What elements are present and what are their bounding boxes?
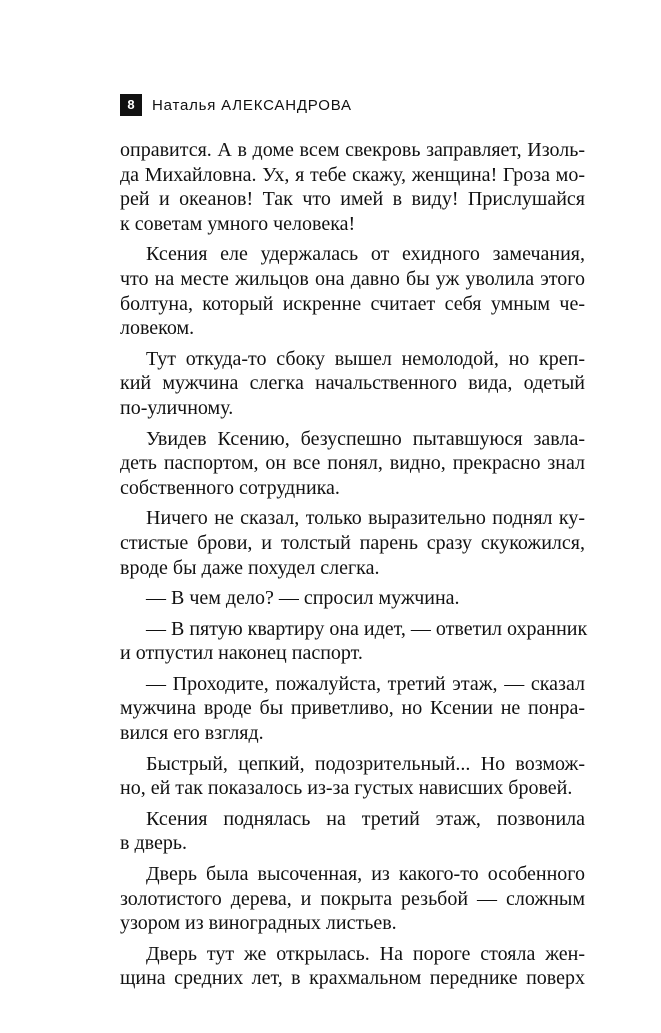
- text-line: собственного сотрудника.: [120, 476, 340, 499]
- paragraph: [120, 427, 585, 501]
- paragraph: [120, 672, 585, 746]
- text-line: узором из виноградных листьев.: [120, 912, 397, 935]
- text-line: кий мужчина слегка начальственного вида, одетый: [120, 372, 585, 395]
- paragraph: [120, 138, 585, 236]
- paragraph: [120, 586, 585, 611]
- text-line: но, ей так показалось из-за густых нависших бровей.: [120, 777, 573, 800]
- paragraph: [120, 242, 585, 340]
- text-line: рей и океанов! Так что имей в виду! Прислушайся: [120, 188, 585, 211]
- paragraph: [120, 862, 585, 936]
- text-line: щина средних лет, в крахмальном переднике поверх: [120, 967, 585, 990]
- text-line: мужчина вроде бы приветливо, но Ксении не понра-: [120, 697, 585, 720]
- page-header: [120, 94, 352, 116]
- text-line: Ксения поднялась на третий этаж, позвонила: [146, 807, 585, 830]
- running-head: Наталья АЛЕКСАНДРОВА: [152, 96, 352, 114]
- text-line: по-уличному.: [120, 396, 234, 419]
- text-line: в дверь.: [120, 832, 187, 855]
- paragraph: [120, 752, 585, 801]
- paragraph: [120, 506, 585, 580]
- text-line: Быстрый, цепкий, подозрительный... Но возмож-: [146, 752, 585, 775]
- text-line: Тут откуда-то сбоку вышел немолодой, но креп-: [146, 347, 585, 370]
- page-number: 8: [120, 94, 142, 116]
- text-line: стистые брови, и толстый парень сразу скукожился,: [120, 531, 585, 554]
- text-line: да Михайловна. Ух, я тебе скажу, женщина! Гроза мо-: [120, 163, 585, 186]
- text-line: к советам умного человека!: [120, 212, 356, 235]
- paragraph: [120, 807, 585, 856]
- text-line: оправится. А в доме всем свекровь заправляет, Изоль-: [120, 139, 585, 161]
- text-line: Ксения еле удержалась от ехидного замечания,: [146, 243, 585, 266]
- text-line: Ничего не сказал, только выразительно поднял ку-: [146, 507, 585, 530]
- text-line: Дверь была высоченная, из какого-то особенного: [146, 863, 585, 886]
- text-line: ловеком.: [120, 317, 195, 340]
- text-line: золотистого дерева, и покрыта резьбой — сложным: [120, 887, 585, 910]
- text-line: — В пятую квартиру она идет, — ответил охранник: [146, 617, 588, 640]
- text-line: Дверь тут же открылась. На пороге стояла жен-: [146, 942, 585, 965]
- paragraph: [120, 617, 588, 666]
- text-line: деть паспортом, он все понял, видно, прекрасно знал: [120, 452, 585, 475]
- text-line: что на месте жильцов она давно бы уж уволила этого: [120, 267, 585, 290]
- text-line: болтуна, который искренне считает себя умным че-: [120, 292, 585, 315]
- text-line: вился его взгляд.: [120, 722, 264, 745]
- book-text: [120, 138, 588, 991]
- text-line: — В чем дело? — спросил мужчина.: [146, 587, 460, 610]
- paragraph: [120, 347, 585, 421]
- text-line: Увидев Ксению, безуспешно пытавшуюся завла-: [146, 427, 585, 450]
- paragraph: [120, 942, 585, 991]
- text-line: — Проходите, пожалуйста, третий этаж, — сказал: [146, 672, 585, 695]
- text-line: вроде бы даже похудел слегка.: [120, 556, 380, 579]
- text-line: и отпустил наконец паспорт.: [120, 642, 363, 665]
